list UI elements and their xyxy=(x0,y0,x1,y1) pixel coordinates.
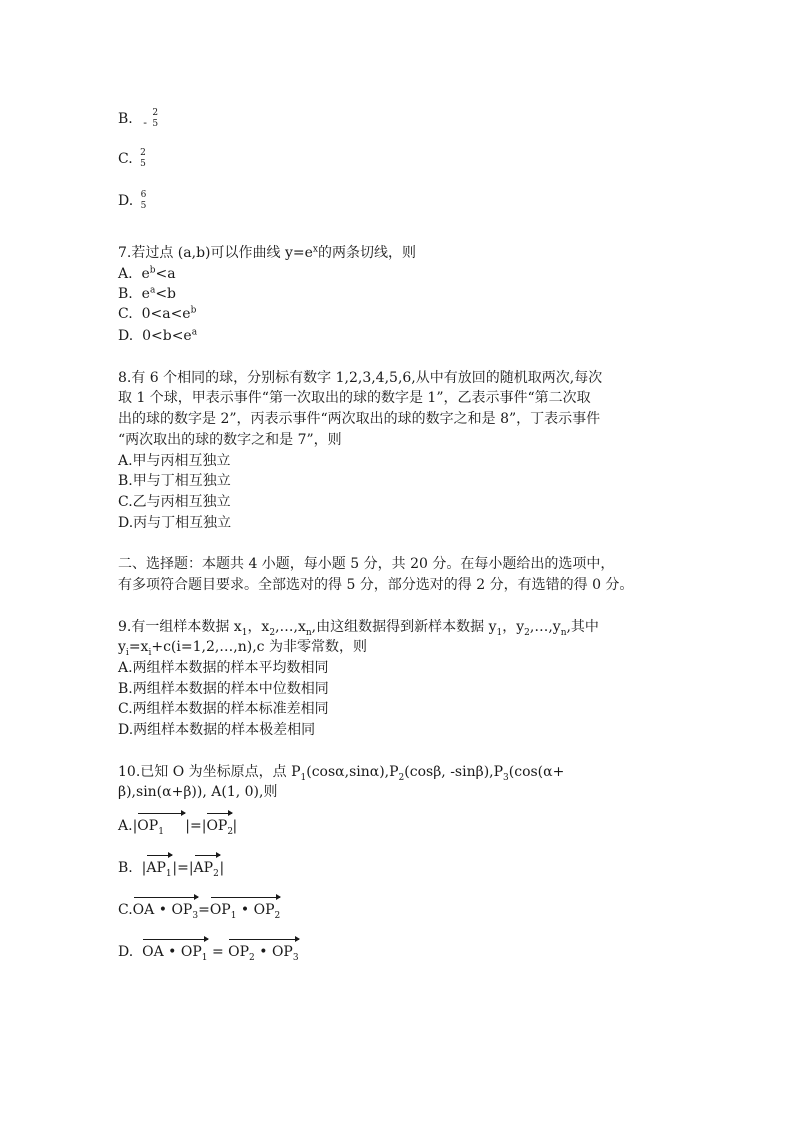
q9-option-d: D.两组样本数据的样本极差相同 xyxy=(118,722,316,738)
option-text: <b xyxy=(155,286,177,302)
vector-name: OA xyxy=(132,902,155,918)
q10-option-c xyxy=(118,900,280,920)
q9-sub: 1 xyxy=(241,627,248,638)
section2-line-2: 有多项符合题目要求。全部选对的得 5 分，部分选对的得 2 分，有选错的得 0 分。 xyxy=(118,577,634,593)
vector xyxy=(206,816,232,836)
q9-sub: i xyxy=(125,647,129,658)
q7-stem xyxy=(118,243,416,263)
fraction-denominator: 5 xyxy=(140,201,147,211)
dot-operator: • xyxy=(154,902,172,918)
q9-sub: n xyxy=(305,627,312,638)
q10-sub: 1 xyxy=(300,772,307,783)
vector-sub: 1 xyxy=(230,910,237,921)
fraction-numerator: 6 xyxy=(140,190,147,200)
q9-text: ,…,x xyxy=(275,619,306,635)
vector-sub: 2 xyxy=(213,868,219,879)
vector xyxy=(210,900,280,920)
option-text: e xyxy=(141,286,150,302)
q7-option-c xyxy=(118,304,196,324)
dot-operator: • xyxy=(254,944,272,960)
option-sup: a xyxy=(191,327,198,338)
vector-name: OP xyxy=(271,944,293,960)
q8-option-a: A.甲与丙相互独立 xyxy=(118,453,231,469)
option-label: C. xyxy=(118,306,133,322)
fraction-numerator: 2 xyxy=(152,108,159,118)
q7-option-d xyxy=(118,326,197,346)
q9-text: +c(i=1,2,…,n),c 为非零常数，则 xyxy=(151,639,367,655)
q7-sup: x xyxy=(312,244,318,255)
vector-sub: 2 xyxy=(227,826,234,837)
option-label: C. xyxy=(118,151,133,167)
equals: = xyxy=(207,944,229,960)
q9-option-b: B.两组样本数据的样本中位数相同 xyxy=(118,681,329,697)
vector-name: OP xyxy=(206,818,228,834)
option-c-prev xyxy=(118,148,146,170)
vector-sub: 2 xyxy=(274,910,281,921)
q9-text: ,其中 xyxy=(566,619,599,635)
q9-option-a: A.两组样本数据的样本平均数相同 xyxy=(118,660,329,676)
vector-sub: 3 xyxy=(292,952,299,963)
q9-sub: 2 xyxy=(524,627,530,638)
vector-sub: 1 xyxy=(165,868,172,879)
option-text: 0<a<e xyxy=(141,306,191,322)
q9-sub: i xyxy=(148,647,152,658)
vector-name: OP xyxy=(180,944,202,960)
option-label: B. xyxy=(118,111,133,127)
vector-sub: 1 xyxy=(201,952,208,963)
vector-name: OP xyxy=(171,902,193,918)
q9-option-c: C.两组样本数据的样本标准差相同 xyxy=(118,701,329,717)
vector xyxy=(142,942,207,962)
section2-line-1: 二、选择题：本题共 4 小题，每小题 5 分，共 20 分。在每小题给出的选项中， xyxy=(118,556,615,572)
q9-line-1 xyxy=(118,617,599,637)
q10-option-b xyxy=(118,858,224,878)
q9-text: ，x xyxy=(247,619,270,635)
dot-operator: • xyxy=(163,944,181,960)
vector-sub: 3 xyxy=(192,910,199,921)
q8-option-d: D.丙与丁相互独立 xyxy=(118,515,232,531)
q8-line-2: 取 1 个球，甲表示事件“第一次取出的球的数字是 1”，乙表示事件“第二次取 xyxy=(118,390,591,406)
vector-name: AP xyxy=(146,860,166,876)
dot-operator: • xyxy=(236,902,254,918)
fraction xyxy=(141,190,147,212)
q10-sub: 2 xyxy=(398,772,405,783)
q9-sub: n xyxy=(560,627,567,638)
option-text: <a xyxy=(155,266,176,282)
vector-name: OP xyxy=(228,944,250,960)
fraction-numerator: 2 xyxy=(140,148,146,158)
q9-text: ,由这组数据得到新样本数据 y xyxy=(311,619,497,635)
q10-text: (cosβ, -sinβ),P xyxy=(404,764,504,780)
equals: = xyxy=(198,902,210,918)
abs-bar: | xyxy=(219,860,225,876)
q10-option-a xyxy=(118,816,237,836)
option-label: B. xyxy=(118,286,133,302)
q9-sub: 1 xyxy=(496,627,503,638)
vector-sub: 2 xyxy=(249,952,255,963)
q9-text: ,…,y xyxy=(529,619,561,635)
vector xyxy=(194,858,220,878)
q8-line-4: “两次取出的球的数字之和是 7”，则 xyxy=(118,432,342,448)
option-text: 0<b<e xyxy=(142,328,192,344)
vector-name: AP xyxy=(193,860,214,876)
option-label: A. xyxy=(118,818,133,834)
q7-text: 的两条切线，则 xyxy=(317,245,416,261)
q9-text: =x xyxy=(128,639,149,655)
q10-text: (cosα,sinα),P xyxy=(306,764,399,780)
q8-line-3: 出的球的数字是 2”，丙表示事件“两次取出的球的数字之和是 8”，丁表示事件 xyxy=(118,411,601,427)
vector-name: OP xyxy=(253,902,275,918)
option-text: e xyxy=(141,266,150,282)
vector-name: OP xyxy=(137,818,159,834)
vector xyxy=(133,900,198,920)
equals: |=| xyxy=(185,818,207,834)
option-sup: b xyxy=(149,265,156,276)
q10-line-1 xyxy=(118,762,564,782)
fraction xyxy=(140,148,146,170)
option-sup: a xyxy=(149,285,156,296)
abs-bar: | xyxy=(132,818,138,834)
equals: |=| xyxy=(172,860,194,876)
option-d-prev xyxy=(118,190,146,212)
abs-bar: | xyxy=(141,860,147,876)
option-label: D. xyxy=(118,328,134,344)
fraction xyxy=(152,108,158,130)
q7-text: 7.若过点 (a,b)可以作曲线 y=e xyxy=(118,245,313,261)
vector xyxy=(228,942,298,962)
option-b-prev xyxy=(118,108,158,130)
vector xyxy=(146,858,172,878)
q9-text: y xyxy=(118,639,126,655)
option-label: D. xyxy=(118,193,134,209)
q10-option-d xyxy=(118,942,299,962)
q8-option-b: B.甲与丁相互独立 xyxy=(118,473,231,489)
vector-sub: 1 xyxy=(158,826,164,837)
option-sup: b xyxy=(190,305,197,316)
q9-line-2 xyxy=(118,637,367,657)
q10-text: (cos(α+ xyxy=(508,764,565,780)
vector-name: OP xyxy=(209,902,231,918)
vector-name: OA xyxy=(142,944,164,960)
fraction-denominator: 5 xyxy=(140,159,146,169)
option-label: A. xyxy=(118,266,133,282)
minus-sign: - xyxy=(143,116,147,129)
q10-sub: 3 xyxy=(503,772,509,783)
q10-line-2: β),sin(α+β)), A(1, 0),则 xyxy=(118,784,278,800)
q9-text: 9.有一组样本数据 x xyxy=(118,619,242,635)
q7-option-b xyxy=(118,284,176,304)
q8-line-1: 8.有 6 个相同的球，分别标有数字 1,2,3,4,5,6,从中有放回的随机取两次,每次 xyxy=(118,370,603,386)
option-label: B. xyxy=(118,860,133,876)
option-label: D. xyxy=(118,944,134,960)
q9-sub: 2 xyxy=(269,627,276,638)
fraction-denominator: 5 xyxy=(152,119,159,129)
q8-option-c: C.乙与丙相互独立 xyxy=(118,494,231,510)
option-label: C. xyxy=(118,902,133,918)
q9-text: ，y xyxy=(502,619,525,635)
q7-option-a xyxy=(118,264,176,284)
abs-bar: | xyxy=(232,818,238,834)
vector xyxy=(137,816,185,836)
q10-text: 10.已知 O 为坐标原点，点 P xyxy=(118,764,301,780)
